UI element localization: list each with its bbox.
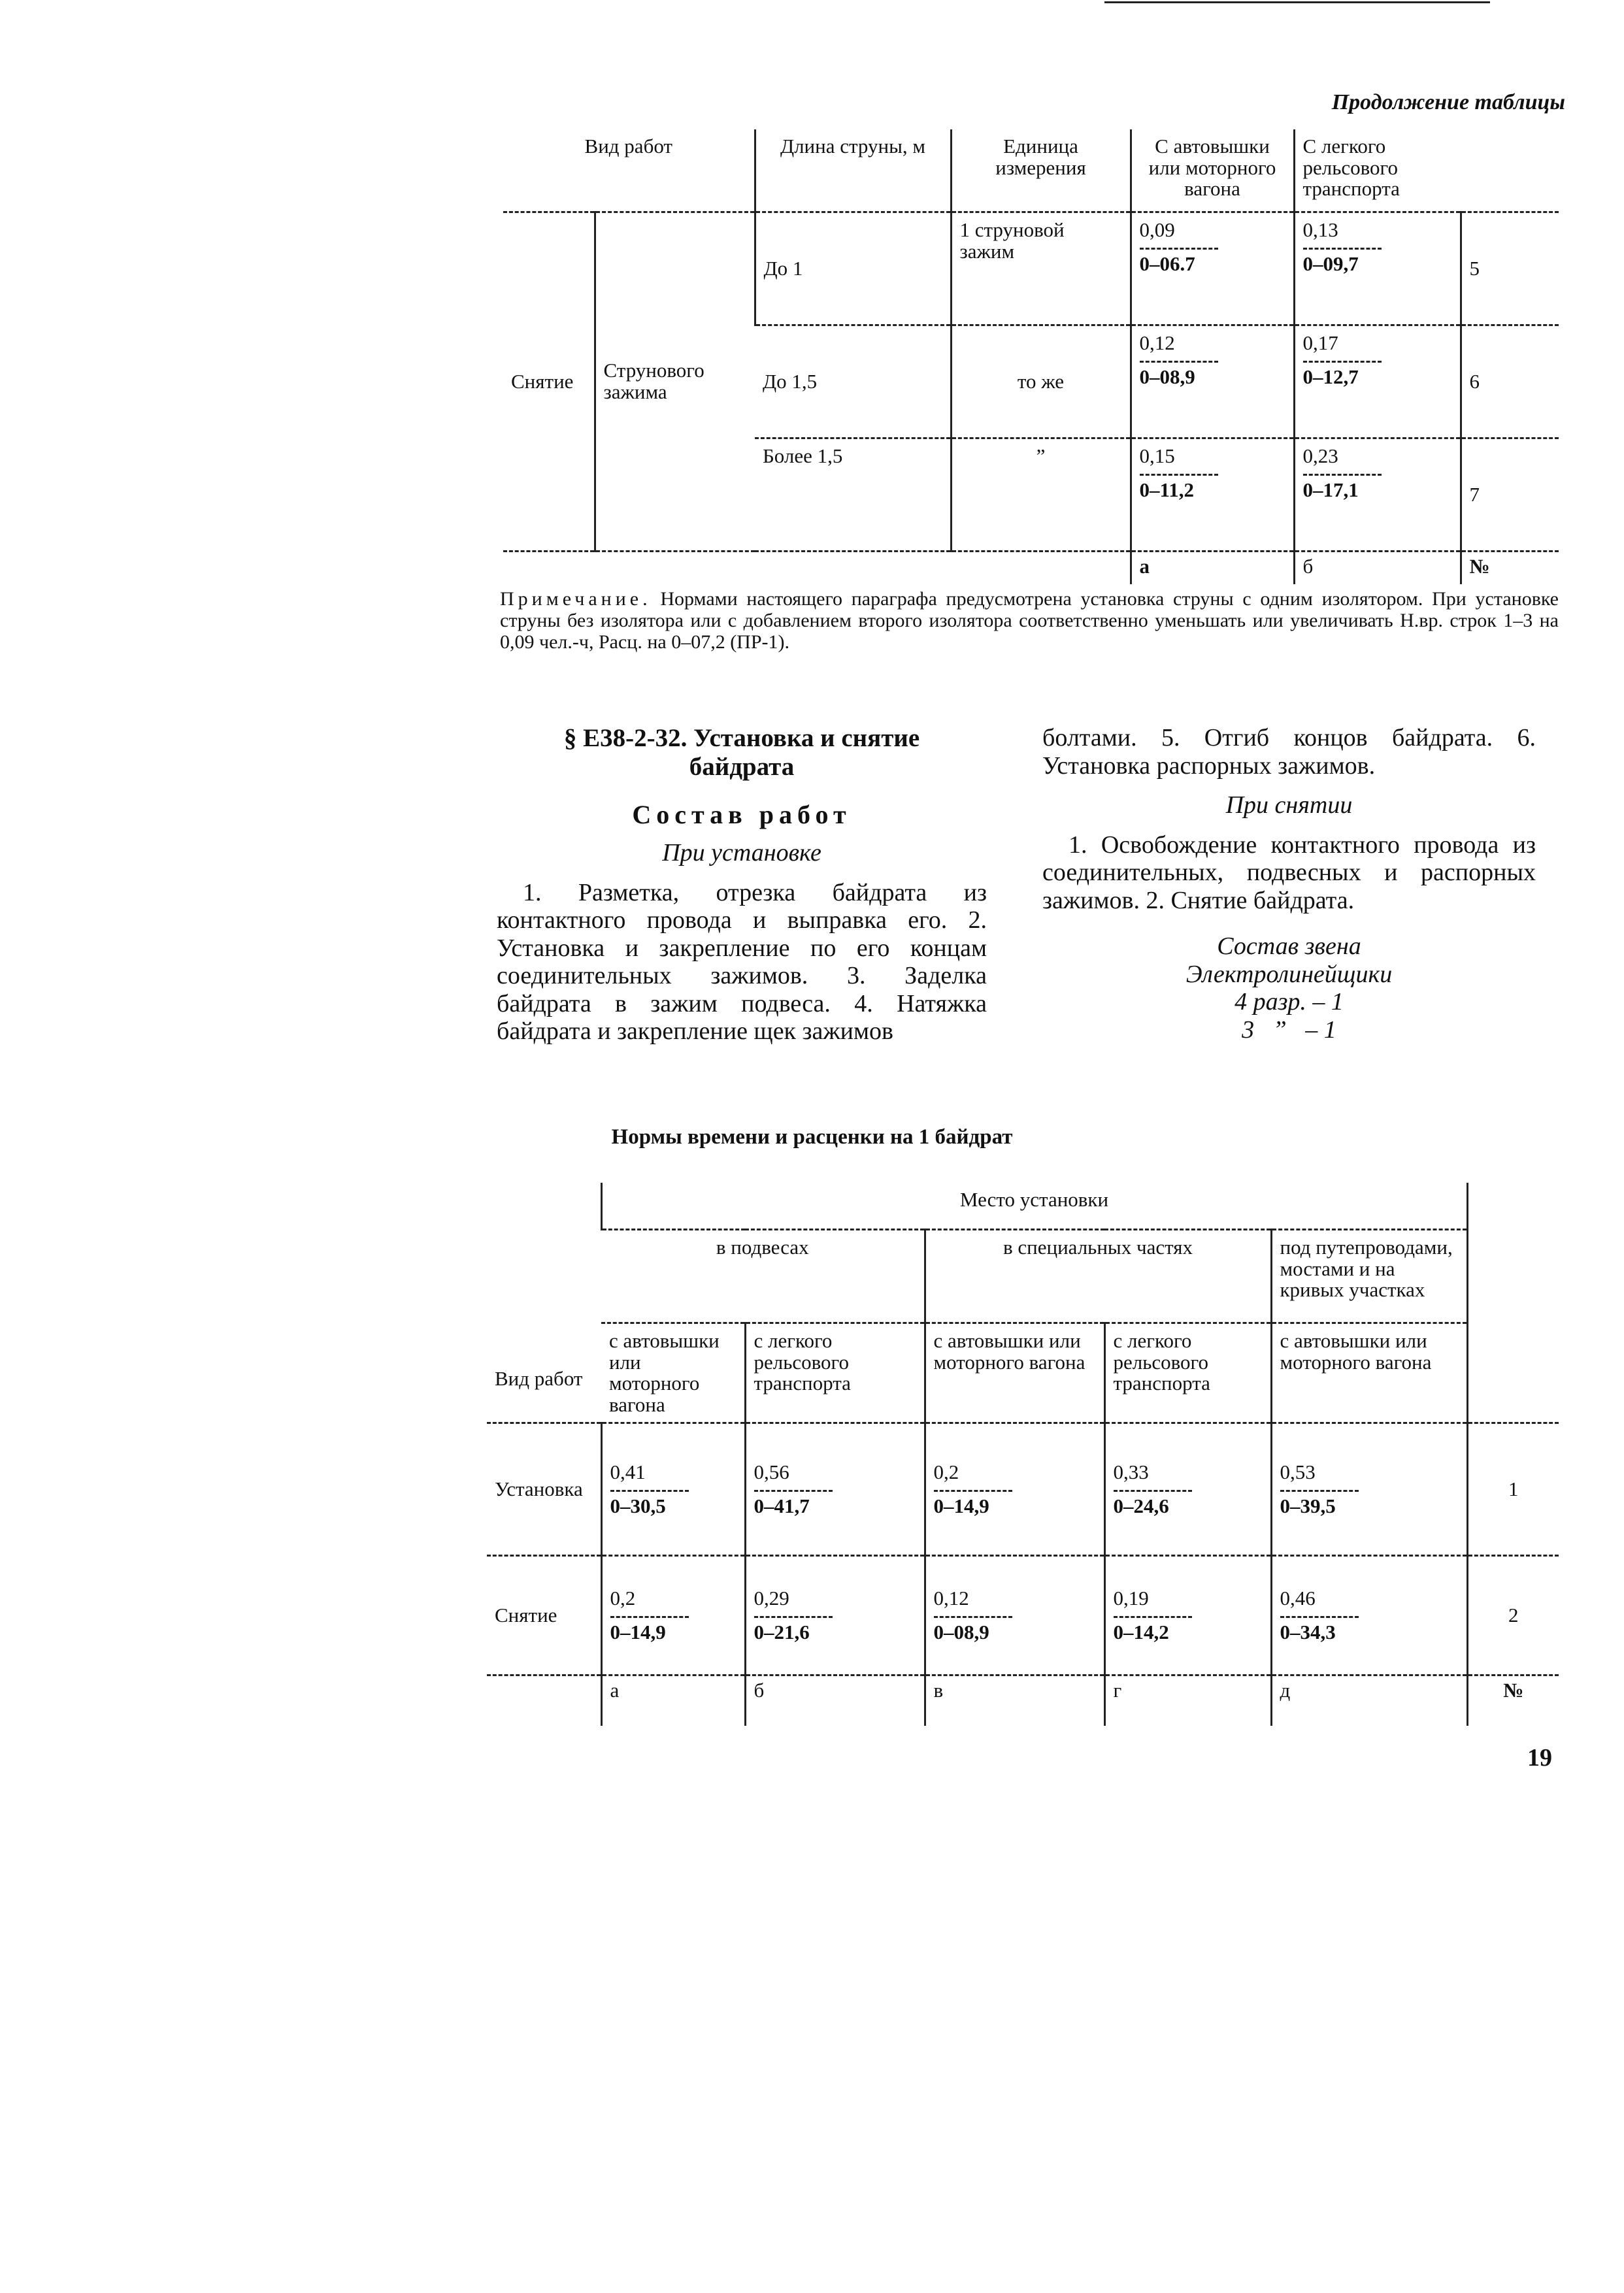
sostav-heading: Состав работ	[632, 800, 852, 830]
section-title-line1: § Е38-2-32. Установка и снятие	[563, 724, 920, 752]
t1-length-2: До 1,5	[755, 325, 951, 438]
t2-row-num-2: 2	[1467, 1556, 1559, 1675]
t2-row-num-1: 1	[1467, 1423, 1559, 1556]
t1-header-unit: Единица измерения	[951, 129, 1131, 212]
t1-unit-1: 1 струновой зажим	[951, 212, 1131, 325]
t2-group-spec: в специальных частях	[925, 1230, 1271, 1323]
t1-row-num-2: 6	[1461, 325, 1559, 438]
t1-header-num	[1461, 129, 1559, 212]
t2-cell-1-v: $\frac{0,2}{0-14,9}$	[925, 1423, 1104, 1556]
t2-sub-3: с автовышки или моторного вагона	[925, 1323, 1104, 1423]
install-text-cont: болтами. 5. Отгиб концов байдрата. 6. Установка распорных зажимов.	[1042, 724, 1536, 780]
t2-letter-g: г	[1104, 1675, 1271, 1726]
t1-cell-a-3: $\frac{0,15}{0-11,2}$	[1131, 438, 1294, 552]
t1-cell-b-1: $\frac{0,13}{0-09,7}$	[1294, 212, 1461, 325]
t2-group-putepr: под путепроводами, мостами и на кривых участках	[1271, 1230, 1467, 1323]
note	[500, 588, 1559, 653]
table-baydrat	[487, 1183, 1559, 1726]
remove-text: 1. Освобождение контактного провода из соединительных, подвесных и распорных зажимов. 2. Снятие байдрата.	[1042, 831, 1536, 914]
t2-row-label-2: Снятие	[495, 1603, 557, 1626]
t1-cell-a-2: $\frac{0,12}{0-08,9}$	[1131, 325, 1294, 438]
t1-header-length: Длина струны, м	[755, 129, 951, 212]
t2-cell-2-d: $\frac{0,46}{0-34,3}$	[1271, 1556, 1467, 1675]
t2-cell-1-d: $\frac{0,53}{0-39,5}$	[1271, 1423, 1467, 1556]
t2-row-label-1: Установка	[487, 1423, 601, 1556]
note-text: Нормами настоящего параграфа предусмотрена установка струны с одним изолятором. При установке струны без изолятора или с добавлением второго изолятора соответственно уменьшать или увеличивать Н.вр. строк 1–3 на 0,09 чел.-ч, Расц. на 0–07,2 (ПР-1).	[500, 588, 1559, 653]
table-strunovoy-zazhim	[503, 129, 1559, 584]
t1-letter-a: а	[1131, 552, 1294, 584]
t1-length-3: Более 1,5	[763, 444, 843, 467]
t2-header-place: Место установки	[601, 1183, 1467, 1230]
t2-sub-5: с автовышки или моторного вагона	[1271, 1323, 1467, 1423]
t1-length-1: До 1	[755, 212, 951, 325]
t1-operation: Снятие	[503, 212, 595, 552]
t2-sub-1: с автовышки или моторного вагона	[601, 1323, 745, 1423]
t1-cell-b-3: $\frac{0,23}{0-17,1}$	[1294, 438, 1461, 552]
t1-object: Струнового зажима	[595, 212, 755, 552]
install-text: 1. Разметка, отрезка байдрата из контактного провода и выправка его. 2. Установка и закрепление по его концам соединительных зажимов. 3. Заделка байдрата в зажим подвеса. 4. Натяжка байдрата и закрепление щек зажимов	[497, 878, 987, 1046]
t2-sub-4: с легкого рельсового транспорта	[1104, 1323, 1271, 1423]
t2-letter-a: а	[601, 1675, 745, 1726]
section-right-column	[1042, 724, 1536, 1044]
crew-role: Электролинейщики	[1185, 960, 1393, 988]
t2-cell-2-b: $\frac{0,29}{0-21,6}$	[745, 1556, 925, 1675]
t2-cell-1-b: $\frac{0,56}{0-41,7}$	[745, 1423, 925, 1556]
install-heading: При установке	[662, 839, 821, 867]
t1-cell-b-2: $\frac{0,17}{0-12,7}$	[1294, 325, 1461, 438]
note-label: Примечание.	[500, 588, 652, 610]
crew-line-1: 4 разр. – 1	[1235, 988, 1344, 1016]
t2-letter-b: б	[745, 1675, 925, 1726]
t2-letter-v: в	[925, 1675, 1104, 1726]
t2-letter-num: №	[1467, 1675, 1559, 1726]
crew-line-2: 3 ” – 1	[1242, 1015, 1336, 1044]
t1-row-num-3: 7	[1461, 438, 1559, 552]
crew-heading: Состав звена	[1217, 932, 1361, 961]
table2-title: Нормы времени и расценки на 1 байдрат	[611, 1125, 1013, 1149]
t1-unit-3: ”	[951, 438, 1131, 552]
t1-cell-a-1: $\frac{0,09}{0-06.7}$	[1131, 212, 1294, 325]
remove-heading: При снятии	[1225, 791, 1353, 819]
section-title-line2: байдрата	[689, 752, 795, 781]
t2-cell-2-g: $\frac{0,19}{0-14,2}$	[1104, 1556, 1271, 1675]
t1-header-vid: Вид работ	[503, 129, 755, 212]
continuation-title: Продолжение таблицы	[1331, 90, 1565, 114]
t1-letter-num: №	[1461, 552, 1559, 584]
t2-letter-d: д	[1271, 1675, 1467, 1726]
t2-sub-2: с легкого рельсового транспорта	[745, 1323, 925, 1423]
t2-header-vid: Вид работ	[487, 1183, 601, 1423]
t2-cell-1-a: $\frac{0,41}{0-30,5}$	[601, 1423, 745, 1556]
page-number: 19	[1527, 1744, 1552, 1772]
t1-header-avtovyshka: С автовышки или моторного вагона	[1131, 129, 1294, 212]
top-rule	[1104, 1, 1490, 3]
t2-group-podvesy: в подвесах	[601, 1230, 925, 1323]
t1-row-num-1: 5	[1461, 212, 1559, 325]
section-left-column	[497, 724, 987, 1046]
t2-cell-2-v: $\frac{0,12}{0-08,9}$	[925, 1556, 1104, 1675]
t1-unit-2: то же	[951, 325, 1131, 438]
t1-header-rail: С легкого рельсового транспорта	[1294, 129, 1461, 212]
t2-cell-2-a: $\frac{0,2}{0-14,9}$	[601, 1556, 745, 1675]
t1-letter-b: б	[1294, 552, 1461, 584]
t2-cell-1-g: $\frac{0,33}{0-24,6}$	[1104, 1423, 1271, 1556]
